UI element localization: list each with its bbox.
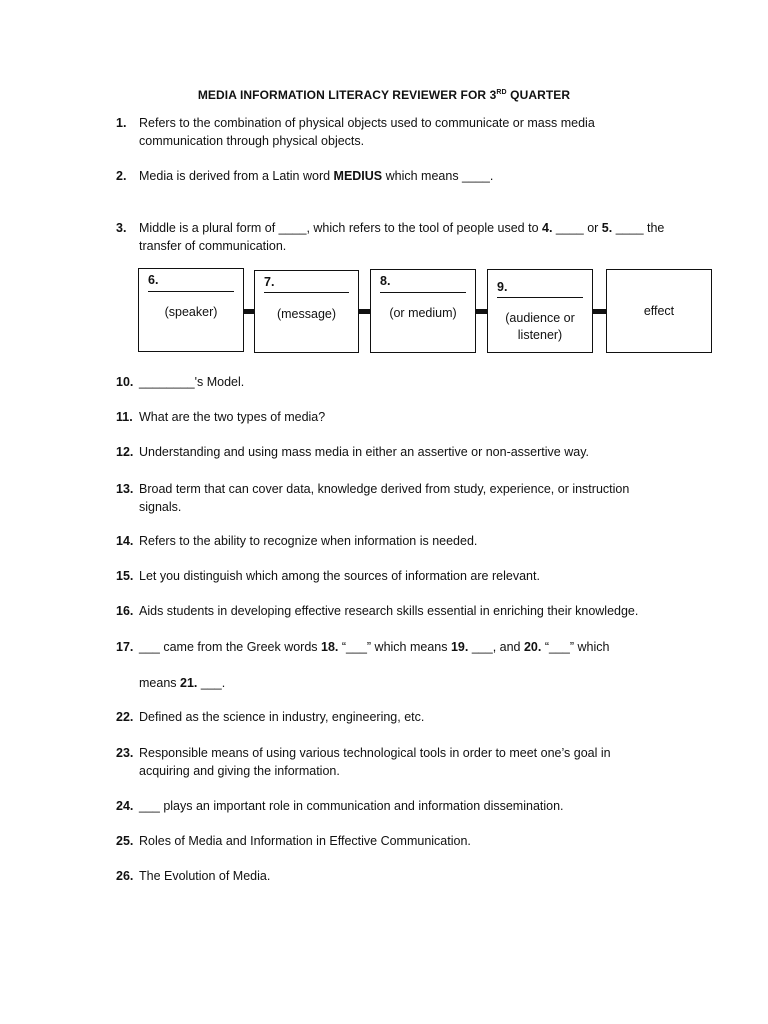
question-17-continued	[116, 675, 676, 693]
question-text: What are the two types of media?	[139, 410, 326, 424]
question-text: Refers to the combination of physical objects used to communicate or mass media communication through physical objects.	[139, 116, 595, 148]
question-16	[116, 603, 676, 621]
question-15	[116, 568, 676, 586]
question-text: Middle is a plural form of ____, which refers to the tool of people used to 4. ____ or 5. ____ the transfer of communication.	[139, 221, 665, 253]
question-number: 22.	[116, 710, 134, 724]
question-text: Defined as the science in industry, engineering, etc.	[139, 710, 425, 724]
question-number: 17.	[116, 640, 134, 654]
question-13	[116, 481, 676, 516]
box-label: listener)	[517, 328, 563, 342]
question-text: means 21. ___.	[139, 676, 226, 690]
question-number: 24.	[116, 799, 134, 813]
connector-line	[591, 309, 607, 314]
question-number: 1.	[116, 116, 127, 130]
question-26	[116, 868, 676, 886]
question-text: Refers to the ability to recognize when information is needed.	[139, 534, 478, 548]
question-text: Understanding and using mass media in either an assertive or non-assertive way.	[139, 445, 589, 459]
diagram-box-message	[254, 270, 359, 353]
question-number: 12.	[116, 445, 134, 459]
question-number: 16.	[116, 604, 134, 618]
question-number: 13.	[116, 482, 134, 496]
blank-line	[497, 297, 583, 298]
question-11	[116, 409, 676, 427]
blank-line	[380, 292, 466, 293]
question-1	[116, 115, 676, 150]
question-text: Media is derived from a Latin word MEDIUS which means ____.	[139, 169, 494, 183]
box-number: 7.	[264, 275, 275, 289]
blank-line	[264, 292, 349, 293]
box-label: (audience or	[505, 311, 575, 325]
box-number: 8.	[380, 274, 391, 288]
question-number: 10.	[116, 375, 134, 389]
question-25	[116, 833, 676, 851]
question-text: ___ came from the Greek words 18. “___” which means 19. ___, and 20. “___” which	[139, 640, 610, 654]
question-text: Responsible means of using various technological tools in order to meet one’s goal in acquiring and giving the information.	[139, 746, 611, 778]
question-number: 25.	[116, 834, 134, 848]
question-number: 14.	[116, 534, 134, 548]
question-23	[116, 745, 676, 780]
diagram-box-channel	[370, 269, 476, 353]
question-text: ________'s Model.	[139, 375, 245, 389]
blank-line	[148, 291, 234, 292]
question-text: Broad term that can cover data, knowledge derived from study, experience, or instruction signals.	[139, 482, 630, 514]
question-text: Roles of Media and Information in Effective Communication.	[139, 834, 471, 848]
question-number: 26.	[116, 869, 134, 883]
question-22	[116, 709, 676, 727]
box-number: 9.	[497, 280, 508, 294]
question-number: 15.	[116, 569, 134, 583]
diagram-box-effect	[606, 269, 712, 353]
diagram-box-sender	[138, 268, 244, 352]
connector-line	[474, 309, 488, 314]
diagram-box-receiver	[487, 269, 593, 353]
page-title: MEDIA INFORMATION LITERACY REVIEWER FOR 3RD QUARTER	[197, 88, 571, 102]
question-number: 3.	[116, 221, 127, 235]
box-label: (message)	[276, 307, 337, 321]
question-24	[116, 798, 676, 816]
question-10	[116, 374, 676, 392]
question-text: Let you distinguish which among the sources of information are relevant.	[139, 569, 540, 583]
question-2	[116, 168, 676, 186]
box-label: (or medium)	[389, 306, 457, 320]
question-text: The Evolution of Media.	[139, 869, 271, 883]
question-number: 11.	[116, 410, 133, 424]
question-text: ___ plays an important role in communication and information dissemination.	[139, 799, 564, 813]
question-3	[116, 220, 676, 255]
box-label: (speaker)	[164, 305, 218, 319]
question-12	[116, 444, 676, 462]
box-label: effect	[643, 304, 675, 318]
question-14	[116, 533, 676, 551]
question-text: Aids students in developing effective research skills essential in enriching their knowledge.	[139, 604, 639, 618]
question-17	[116, 639, 676, 657]
question-number: 23.	[116, 746, 134, 760]
question-number: 2.	[116, 169, 127, 183]
box-number: 6.	[148, 273, 159, 287]
